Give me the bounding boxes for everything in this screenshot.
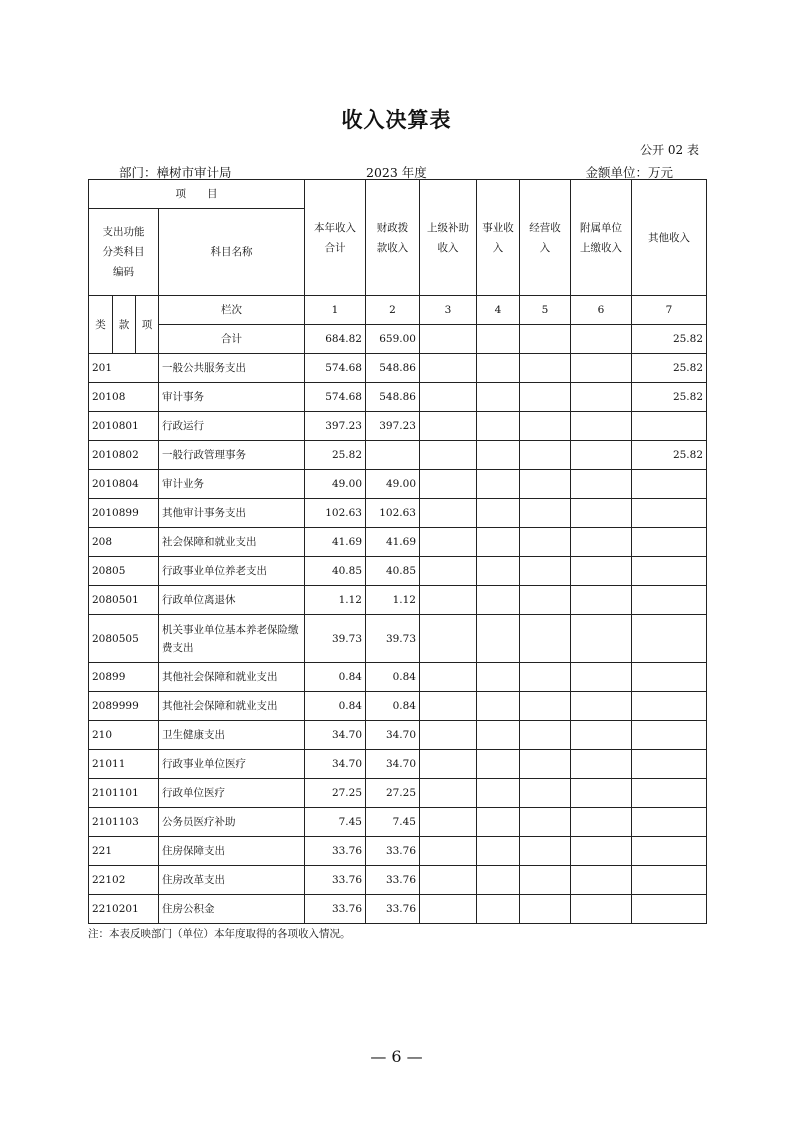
subject-name: 机关事业单位基本养老保险缴费支出 [159, 615, 305, 663]
total-value [477, 325, 520, 354]
amount-cell [632, 808, 707, 837]
amount-cell [571, 779, 632, 808]
amount-cell [420, 383, 477, 412]
amount-cell [571, 615, 632, 663]
subject-code: 2101103 [89, 808, 159, 837]
amount-cell [571, 808, 632, 837]
amount-cell [477, 866, 520, 895]
amount-cell [420, 837, 477, 866]
table-row [89, 383, 707, 412]
col-num: 5 [520, 296, 571, 325]
amount-cell: 0.84 [366, 692, 420, 721]
page-title: 收入决算表 [341, 107, 452, 132]
table-row [89, 557, 707, 586]
amount-cell: 0.84 [305, 663, 366, 692]
amount-cell: 33.76 [305, 837, 366, 866]
subject-code: 2010801 [89, 412, 159, 441]
table-row [89, 837, 707, 866]
amount-cell [420, 528, 477, 557]
amount-cell [571, 750, 632, 779]
amount-cell [477, 586, 520, 615]
amount-cell: 0.84 [366, 663, 420, 692]
amount-cell: 33.76 [366, 895, 420, 924]
table-row [89, 779, 707, 808]
amount-cell: 1.12 [305, 586, 366, 615]
amount-cell: 25.82 [632, 441, 707, 470]
amount-cell [520, 615, 571, 663]
amount-cell: 39.73 [366, 615, 420, 663]
amount-cell [632, 586, 707, 615]
amount-cell [420, 721, 477, 750]
amount-cell [477, 721, 520, 750]
subject-name: 行政单位医疗 [159, 779, 305, 808]
amount-cell [632, 895, 707, 924]
amount-cell [520, 779, 571, 808]
subject-code: 210 [89, 721, 159, 750]
amount-cell [520, 412, 571, 441]
amount-cell: 33.76 [305, 895, 366, 924]
table-row [89, 721, 707, 750]
subject-name: 其他社会保障和就业支出 [159, 692, 305, 721]
amount-cell: 27.25 [305, 779, 366, 808]
table-row [89, 412, 707, 441]
header-affiliated: 附属单位上缴收入 [571, 180, 632, 296]
amount-cell: 25.82 [632, 383, 707, 412]
amount-cell [520, 586, 571, 615]
amount-cell [477, 808, 520, 837]
amount-cell [632, 779, 707, 808]
col-num: 7 [632, 296, 707, 325]
col-num: 2 [366, 296, 420, 325]
subject-name: 一般公共服务支出 [159, 354, 305, 383]
subject-name: 住房改革支出 [159, 866, 305, 895]
subject-code: 2210201 [89, 895, 159, 924]
amount-cell [420, 557, 477, 586]
subject-name: 住房保障支出 [159, 837, 305, 866]
amount-cell [477, 750, 520, 779]
amount-cell [520, 383, 571, 412]
amount-cell [520, 470, 571, 499]
total-value: 25.82 [632, 325, 707, 354]
header-total: 本年收入合计 [305, 180, 366, 296]
amount-cell: 102.63 [305, 499, 366, 528]
subject-code: 20899 [89, 663, 159, 692]
subject-name: 审计事务 [159, 383, 305, 412]
total-value: 659.00 [366, 325, 420, 354]
header-lei: 类 [89, 296, 113, 354]
amount-cell [420, 470, 477, 499]
amount-cell [420, 779, 477, 808]
table-row [89, 663, 707, 692]
amount-cell: 41.69 [305, 528, 366, 557]
subject-name: 审计业务 [159, 470, 305, 499]
amount-cell: 34.70 [305, 721, 366, 750]
amount-cell: 34.70 [305, 750, 366, 779]
amount-cell: 574.68 [305, 383, 366, 412]
amount-cell [520, 557, 571, 586]
header-func-code: 支出功能分类科目编码 [89, 209, 159, 296]
amount-cell [420, 808, 477, 837]
header-item: 项 目 [89, 180, 305, 209]
amount-cell: 49.00 [305, 470, 366, 499]
amount-cell [632, 615, 707, 663]
subject-code: 20805 [89, 557, 159, 586]
subject-name: 住房公积金 [159, 895, 305, 924]
amount-cell: 548.86 [366, 354, 420, 383]
total-label: 合计 [159, 325, 305, 354]
amount-cell [571, 586, 632, 615]
total-value [420, 325, 477, 354]
amount-cell [632, 557, 707, 586]
amount-cell: 40.85 [305, 557, 366, 586]
amount-cell [632, 692, 707, 721]
fiscal-year: 2023 年度 [366, 165, 427, 180]
amount-cell: 0.84 [305, 692, 366, 721]
amount-cell [571, 557, 632, 586]
amount-cell: 25.82 [632, 354, 707, 383]
subject-code: 2010804 [89, 470, 159, 499]
amount-cell [520, 866, 571, 895]
amount-cell [632, 721, 707, 750]
amount-cell [520, 692, 571, 721]
amount-cell: 33.76 [305, 866, 366, 895]
amount-cell [420, 586, 477, 615]
total-value: 684.82 [305, 325, 366, 354]
department-label: 部门：樟树市审计局 [119, 165, 232, 180]
amount-cell: 34.70 [366, 721, 420, 750]
amount-cell [420, 615, 477, 663]
amount-cell [477, 779, 520, 808]
table-row [89, 470, 707, 499]
subject-code: 2010899 [89, 499, 159, 528]
amount-cell [571, 692, 632, 721]
page-number: — 6 — [370, 1047, 423, 1066]
table-row [89, 528, 707, 557]
col-num: 4 [477, 296, 520, 325]
amount-cell [520, 441, 571, 470]
amount-cell: 397.23 [305, 412, 366, 441]
amount-cell [477, 895, 520, 924]
total-value [571, 325, 632, 354]
amount-cell [477, 383, 520, 412]
header-subject-name: 科目名称 [159, 209, 305, 296]
amount-cell [520, 663, 571, 692]
amount-cell [632, 499, 707, 528]
subject-name: 行政事业单位医疗 [159, 750, 305, 779]
amount-cell [520, 721, 571, 750]
amount-cell [571, 470, 632, 499]
amount-cell [477, 528, 520, 557]
amount-cell [632, 412, 707, 441]
amount-cell [632, 528, 707, 557]
table-row [89, 615, 707, 663]
amount-cell [571, 499, 632, 528]
amount-cell [420, 354, 477, 383]
subject-code: 21011 [89, 750, 159, 779]
amount-cell [477, 470, 520, 499]
amount-cell [420, 412, 477, 441]
amount-cell [420, 895, 477, 924]
table-row [89, 808, 707, 837]
subject-code: 2101101 [89, 779, 159, 808]
amount-cell: 49.00 [366, 470, 420, 499]
amount-cell: 102.63 [366, 499, 420, 528]
subject-code: 2080501 [89, 586, 159, 615]
subject-code: 20108 [89, 383, 159, 412]
amount-cell [477, 499, 520, 528]
table-row [89, 499, 707, 528]
subject-code: 22102 [89, 866, 159, 895]
amount-cell [520, 528, 571, 557]
table-row [89, 750, 707, 779]
amount-cell [477, 837, 520, 866]
subject-name: 社会保障和就业支出 [159, 528, 305, 557]
amount-cell [571, 528, 632, 557]
table-body [89, 180, 707, 924]
amount-cell [477, 615, 520, 663]
subject-name: 行政单位离退休 [159, 586, 305, 615]
amount-cell [632, 470, 707, 499]
amount-cell [571, 354, 632, 383]
amount-cell [520, 837, 571, 866]
income-table [88, 179, 707, 924]
amount-cell [477, 412, 520, 441]
header-operating: 经营收入 [520, 180, 571, 296]
table-row [89, 866, 707, 895]
subject-code: 2010802 [89, 441, 159, 470]
amount-cell [571, 441, 632, 470]
amount-cell [420, 499, 477, 528]
amount-cell [477, 692, 520, 721]
amount-cell [477, 441, 520, 470]
amount-cell [366, 441, 420, 470]
amount-cell: 33.76 [366, 866, 420, 895]
amount-cell [571, 663, 632, 692]
table-row [89, 895, 707, 924]
amount-cell [420, 866, 477, 895]
amount-cell [477, 663, 520, 692]
amount-cell: 7.45 [305, 808, 366, 837]
amount-cell [571, 721, 632, 750]
table-row [89, 441, 707, 470]
subject-code: 2080505 [89, 615, 159, 663]
amount-cell [632, 837, 707, 866]
amount-cell [571, 412, 632, 441]
header-superior: 上级补助收入 [420, 180, 477, 296]
form-number: 公开 02 表 [640, 143, 699, 157]
amount-cell [520, 808, 571, 837]
amount-cell: 27.25 [366, 779, 420, 808]
amount-cell: 397.23 [366, 412, 420, 441]
amount-cell [632, 866, 707, 895]
amount-cell: 548.86 [366, 383, 420, 412]
amount-cell [420, 441, 477, 470]
amount-cell [420, 692, 477, 721]
amount-cell [520, 354, 571, 383]
amount-cell [571, 866, 632, 895]
amount-cell [520, 499, 571, 528]
amount-cell: 1.12 [366, 586, 420, 615]
amount-cell: 39.73 [305, 615, 366, 663]
total-value [520, 325, 571, 354]
amount-cell [520, 750, 571, 779]
amount-cell [571, 383, 632, 412]
amount-cell [632, 663, 707, 692]
column-label: 栏次 [159, 296, 305, 325]
total-row [89, 325, 707, 354]
amount-cell: 40.85 [366, 557, 420, 586]
table-row [89, 692, 707, 721]
subject-name: 行政运行 [159, 412, 305, 441]
header-business: 事业收入 [477, 180, 520, 296]
subject-code: 221 [89, 837, 159, 866]
header-xiang: 项 [136, 296, 159, 354]
amount-cell: 574.68 [305, 354, 366, 383]
subject-code: 201 [89, 354, 159, 383]
amount-unit: 金额单位：万元 [585, 165, 673, 180]
col-num: 1 [305, 296, 366, 325]
subject-name: 行政事业单位养老支出 [159, 557, 305, 586]
table-row [89, 586, 707, 615]
header-fiscal: 财政拨款收入 [366, 180, 420, 296]
amount-cell: 41.69 [366, 528, 420, 557]
header-row-1 [89, 180, 707, 209]
header-other: 其他收入 [632, 180, 707, 296]
subject-name: 公务员医疗补助 [159, 808, 305, 837]
subject-name: 其他社会保障和就业支出 [159, 663, 305, 692]
amount-cell [477, 354, 520, 383]
amount-cell: 25.82 [305, 441, 366, 470]
amount-cell: 33.76 [366, 837, 420, 866]
subject-name: 一般行政管理事务 [159, 441, 305, 470]
subject-code: 208 [89, 528, 159, 557]
header-row-3 [89, 296, 707, 325]
amount-cell [420, 750, 477, 779]
amount-cell [420, 663, 477, 692]
amount-cell [632, 750, 707, 779]
subject-code: 2089999 [89, 692, 159, 721]
amount-cell: 7.45 [366, 808, 420, 837]
amount-cell [571, 895, 632, 924]
amount-cell [571, 837, 632, 866]
header-kuan: 款 [113, 296, 136, 354]
subject-name: 卫生健康支出 [159, 721, 305, 750]
amount-cell [477, 557, 520, 586]
footnote: 注：本表反映部门（单位）本年度取得的各项收入情况。 [88, 928, 351, 940]
col-num: 6 [571, 296, 632, 325]
table-row [89, 354, 707, 383]
subject-name: 其他审计事务支出 [159, 499, 305, 528]
col-num: 3 [420, 296, 477, 325]
amount-cell [520, 895, 571, 924]
amount-cell: 34.70 [366, 750, 420, 779]
